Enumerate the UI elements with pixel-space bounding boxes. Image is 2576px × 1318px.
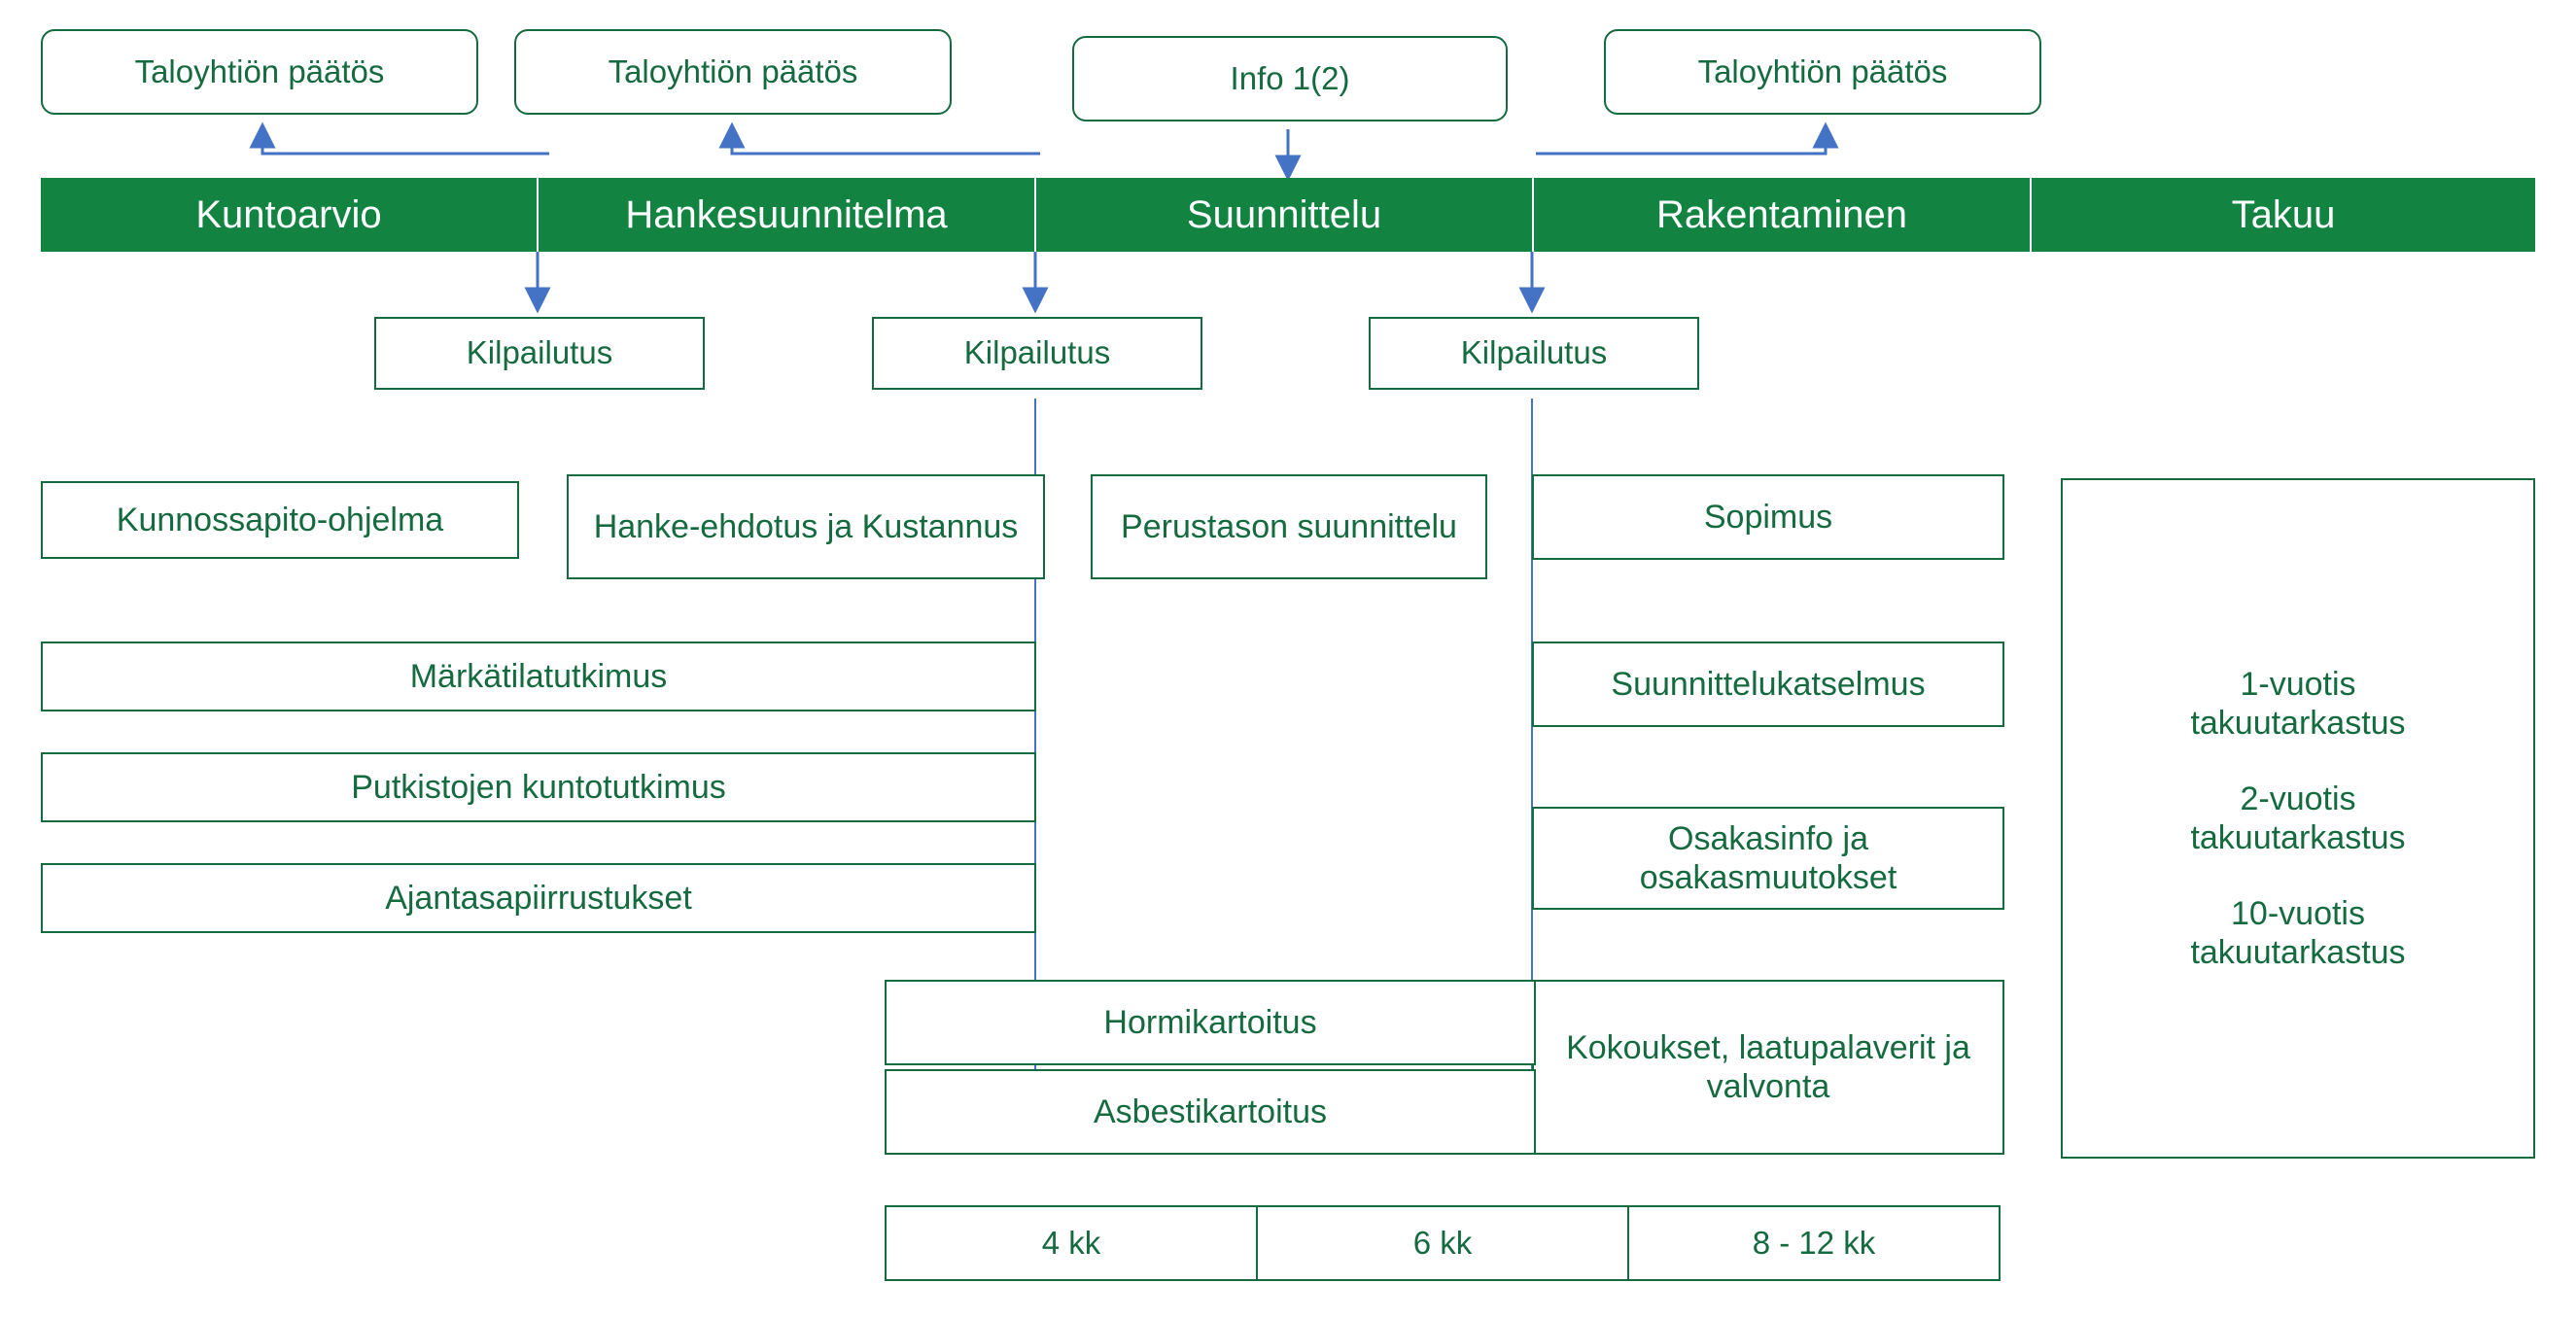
item-hanke-ehdotus[interactable]: [567, 474, 1045, 579]
item-kokoukset[interactable]: [1532, 980, 2004, 1155]
phase-rakentaminen[interactable]: [1534, 178, 2032, 252]
item-putkistojen-kuntotutkimus[interactable]: [41, 752, 1036, 822]
decision-box-info[interactable]: [1072, 36, 1508, 121]
guarantee-line-1: 1-vuotis: [2240, 665, 2356, 703]
item-perustason-suunnittelu[interactable]: [1091, 474, 1487, 579]
item-label: Hanke-ehdotus ja Kustannus: [593, 507, 1019, 545]
timeline-4kk[interactable]: [885, 1205, 1258, 1281]
tender-box-2[interactable]: [872, 317, 1202, 390]
guarantee-line-6: takuutarkastus: [2190, 934, 2406, 972]
item-label: Putkistojen kuntotutkimus: [351, 768, 726, 806]
timeline-label: 8 - 12 kk: [1752, 1224, 1876, 1261]
decision-box-kuntoarvio[interactable]: [41, 29, 478, 115]
item-label: Osakasinfo ja osakasmuutokset: [1639, 819, 1897, 896]
timeline-6kk[interactable]: [1256, 1205, 1629, 1281]
item-label: Suunnittelukatselmus: [1611, 665, 1926, 703]
item-label: Sopimus: [1703, 498, 1833, 536]
item-suunnittelukatselmus[interactable]: [1532, 642, 2004, 727]
guarantee-line-2: takuutarkastus: [2190, 704, 2406, 742]
item-markatilatutkimus[interactable]: [41, 642, 1036, 711]
decision-label: Taloyhtiön päätös: [134, 52, 385, 89]
item-osakasinfo[interactable]: [1532, 807, 2004, 910]
phase-label: Takuu: [2231, 192, 2336, 236]
item-asbestikartoitus[interactable]: [885, 1069, 1536, 1155]
item-label: Perustason suunnittelu: [1121, 507, 1457, 545]
decision-label: Taloyhtiön päätös: [608, 52, 858, 89]
item-label: Kunnossapito-ohjelma: [116, 501, 444, 538]
item-label: Märkätilatutkimus: [409, 657, 668, 695]
item-label: Asbestikartoitus: [1094, 1093, 1327, 1130]
guarantee-line-4: takuutarkastus: [2190, 819, 2406, 856]
tender-label: Kilpailutus: [1460, 334, 1608, 371]
phase-kuntoarvio[interactable]: [41, 178, 539, 252]
guarantee-box[interactable]: [2061, 478, 2535, 1159]
guarantee-line-5: 10-vuotis: [2231, 895, 2365, 933]
phase-label: Rakentaminen: [1656, 192, 1907, 236]
tender-box-3[interactable]: [1369, 317, 1699, 390]
decision-box-hankesuunnitelma[interactable]: [514, 29, 952, 115]
timeline-8-12kk[interactable]: [1627, 1205, 2001, 1281]
phase-takuu[interactable]: [2032, 178, 2535, 252]
item-kunnossapito-ohjelma[interactable]: [41, 481, 519, 559]
timeline-label: 4 kk: [1041, 1224, 1101, 1261]
guarantee-line-3: 2-vuotis: [2240, 780, 2356, 817]
item-label: Ajantasapiirrustukset: [385, 879, 692, 917]
tender-label: Kilpailutus: [963, 334, 1111, 371]
phase-label: Hankesuunnitelma: [625, 192, 948, 236]
decision-label: Info 1(2): [1230, 59, 1350, 96]
phase-label: Suunnittelu: [1186, 192, 1382, 236]
tender-label: Kilpailutus: [466, 334, 613, 371]
decision-label: Taloyhtiön päätös: [1697, 52, 1948, 89]
timeline-label: 6 kk: [1412, 1224, 1473, 1261]
decision-box-rakentaminen[interactable]: [1604, 29, 2041, 115]
phase-label: Kuntoarvio: [195, 192, 382, 236]
item-hormikartoitus[interactable]: [885, 980, 1536, 1065]
tender-box-1[interactable]: [374, 317, 705, 390]
item-label: Kokoukset, laatupalaverit ja valvonta: [1566, 1028, 1970, 1105]
item-label: Hormikartoitus: [1103, 1003, 1317, 1041]
phase-hankesuunnitelma[interactable]: [539, 178, 1036, 252]
item-sopimus[interactable]: [1532, 474, 2004, 560]
phase-suunnittelu[interactable]: [1036, 178, 1534, 252]
item-ajantasapiirrustukset[interactable]: [41, 863, 1036, 933]
